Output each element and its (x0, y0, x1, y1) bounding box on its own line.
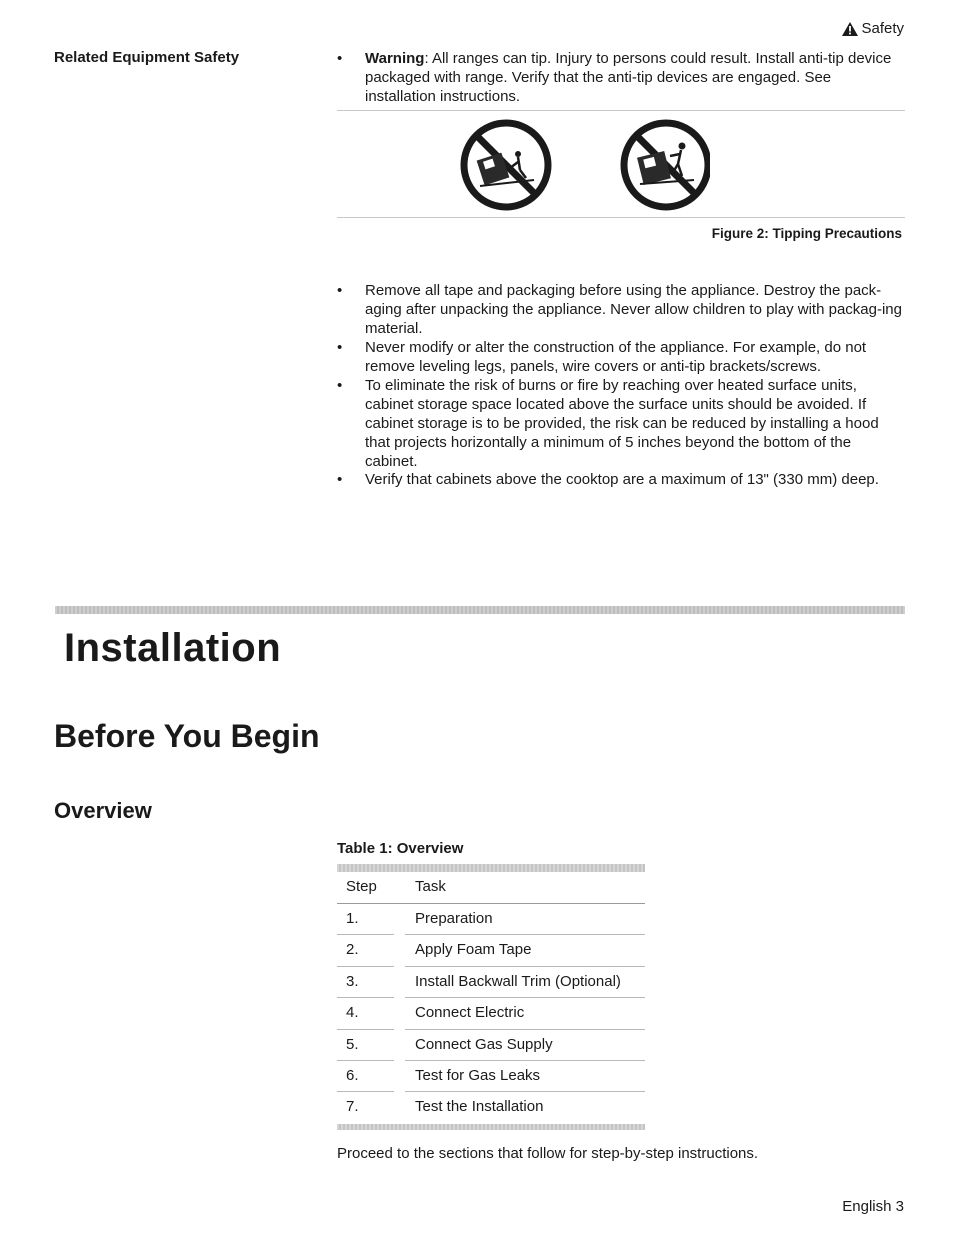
step-number: 1. (346, 910, 359, 927)
bullet-dot: • (337, 50, 343, 67)
safety-bullet (337, 470, 905, 489)
warning-body: : All ranges can tip. Injury to persons could result. Install anti-tip device packaged with range. Verify that the anti-tip devices are engaged. See installation instructions. (365, 50, 892, 105)
bullet-dot: • (337, 282, 343, 299)
step-number: 6. (346, 1066, 359, 1084)
step-number: 5. (346, 1035, 359, 1053)
section-divider-band (55, 606, 905, 614)
table-caption: Table 1: Overview (337, 840, 464, 857)
overview-table (337, 872, 645, 1124)
safety-bullet-text: To eliminate the risk of burns or fire by reaching over heated surface units, cabinet storage space located above the surface units should be avoided. If cabinet storage is to be provided, the risk can be reduced by installing a hood that projects horizontally a minimum of 5 inches beyond the bottom of the cabinet. (365, 377, 879, 470)
no-tipping-icon (464, 123, 548, 207)
table-bottom-band (337, 1124, 645, 1130)
safety-bullet (337, 376, 905, 471)
task-name: Test for Gas Leaks (415, 1066, 541, 1084)
safety-bullet-text: Verify that cabinets above the cooktop are a maximum of 13" (330 mm) deep. (365, 471, 879, 488)
table-row (337, 904, 645, 935)
bullet-dot: • (337, 377, 343, 394)
table-row (337, 998, 645, 1029)
table-row (337, 967, 645, 998)
task-name: Preparation (415, 910, 493, 927)
figure-bottom-rule (337, 217, 905, 218)
safety-bullet-text: Never modify or alter the construction of the appliance. For example, do not remove leveling legs, panels, wire covers or anti-tip brackets/screws. (365, 339, 867, 375)
task-name: Install Backwall Trim (Optional) (415, 972, 621, 990)
instructions-note: Proceed to the sections that follow for step-by-step instructions. (337, 1145, 759, 1162)
related-safety-heading: Related Equipment Safety (54, 49, 240, 66)
table-header-row (337, 872, 645, 904)
step-number: 2. (346, 941, 359, 959)
table-row (337, 1092, 645, 1123)
step-number: 3. (346, 972, 359, 990)
bullet-dot: • (337, 471, 343, 488)
warning-bullet (337, 49, 905, 107)
installation-title: Installation (64, 626, 282, 670)
overview-heading: Overview (54, 798, 152, 823)
warning-triangle-icon (841, 21, 859, 37)
step-number: 7. (346, 1098, 359, 1116)
header-section-label: Safety (861, 20, 904, 37)
header-task: Task (415, 878, 446, 895)
page-number: English 3 (842, 1198, 904, 1215)
safety-bullet (337, 281, 905, 338)
step-number: 4. (346, 1004, 359, 1022)
safety-bullet-text: Remove all tape and packaging before using the appliance. Destroy the pack-aging after unpacking the appliance. Never allow children to play with packag-ing material. (365, 282, 902, 337)
safety-bullet (337, 338, 905, 376)
warning-text (365, 49, 905, 106)
task-name: Apply Foam Tape (415, 941, 532, 959)
table-row (337, 1061, 645, 1092)
table-row (337, 935, 645, 966)
header-section (841, 20, 904, 37)
figure-top-rule (337, 110, 905, 111)
figure-caption: Figure 2: Tipping Precautions (711, 226, 902, 241)
task-name: Test the Installation (415, 1098, 544, 1116)
bullet-dot: • (337, 339, 343, 356)
no-climbing-icon (624, 123, 708, 207)
warning-label: Warning (365, 50, 425, 67)
table-row (337, 1030, 645, 1061)
task-name: Connect Gas Supply (415, 1035, 553, 1053)
table-top-band (337, 864, 645, 872)
task-name: Connect Electric (415, 1004, 525, 1022)
tipping-precautions-figure (460, 118, 710, 212)
before-you-begin-heading: Before You Begin (54, 718, 320, 754)
header-step: Step (346, 878, 377, 895)
